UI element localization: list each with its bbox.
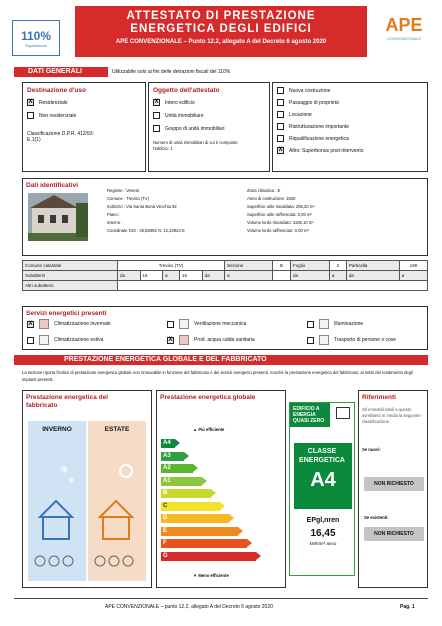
a-label: a — [225, 271, 273, 281]
indice-block — [290, 517, 356, 546]
option-label: Altro: Superbonus post-intervento — [289, 147, 364, 154]
checkbox[interactable] — [277, 111, 284, 118]
riferimenti-title: Riferimenti — [362, 394, 396, 401]
option-label: Riqualificazione energetica — [289, 135, 349, 142]
zona-climatica: Zona climatica : E — [247, 188, 281, 193]
checkbox[interactable] — [277, 135, 284, 142]
checkbox[interactable] — [153, 125, 160, 132]
volume-riscaldato: Volume lordo riscaldato: 1155,10 m³ — [247, 220, 314, 225]
nzeb-checkbox[interactable] — [336, 407, 350, 419]
estate-house-icon — [88, 433, 146, 573]
servizio-item[interactable] — [167, 319, 307, 329]
altri-subalterni-label: Altri subalterni — [23, 281, 118, 291]
svg-text:❄: ❄ — [60, 465, 69, 476]
checkbox[interactable]: X — [168, 336, 173, 343]
destinazione-title: Destinazione d'uso — [27, 87, 86, 94]
prestazione-heading: PRESTAZIONE ENERGETICA GLOBALE E DEL FABBRICATO — [14, 355, 428, 365]
energy-class-b: B — [161, 489, 211, 498]
dati-generali-note: Utilizzabile solo ai fini delle detrazioni fiscali del 110% — [112, 69, 231, 75]
motivazione-option[interactable] — [277, 99, 423, 106]
energy-class-scale — [161, 439, 281, 569]
elevator-icon — [319, 335, 329, 345]
foglio-label: Foglio — [291, 261, 330, 271]
globale-title: Prestazione energetica globale — [160, 394, 256, 401]
prestazione-intro: La sezione riporta l'indice di prestazione energetica globale non rinnovabile in funzione del fabbricato e dei servizi energetici presenti, nonché la prestazione energetica del fabbricato, al netto del rendimento degli impianti presenti. — [22, 370, 413, 382]
checkbox[interactable]: X — [154, 99, 159, 105]
checkbox[interactable] — [307, 321, 314, 328]
globale-box — [156, 390, 286, 588]
estate-panel — [88, 421, 146, 581]
altri-subalterni-value — [118, 281, 428, 291]
logo-left-caption: Superbonus — [25, 43, 47, 48]
da-label: da — [291, 271, 330, 281]
checkbox[interactable]: X — [278, 147, 283, 153]
destinazione-option[interactable] — [27, 99, 141, 106]
servizio-label: Climatizzazione invernale — [54, 321, 111, 327]
comune-catastale-label: Comune catastale — [23, 261, 118, 271]
regione: Regione : Veneto — [107, 188, 140, 193]
checkbox[interactable]: X — [28, 320, 33, 327]
energy-class-e: E — [161, 527, 238, 536]
ape-logo — [380, 15, 428, 55]
se-esistenti-value: NON RICHIESTO — [364, 527, 424, 541]
option-label: Gruppo di unità immobiliari — [165, 125, 225, 132]
classificazione-label: Classificazione D.P.R. 412/93: — [27, 131, 94, 137]
title-line-2: ENERGETICA DEGLI EDIFICI — [130, 23, 312, 35]
checkbox[interactable]: X — [28, 99, 33, 105]
energy-class-c: C — [161, 502, 220, 511]
energy-class-a4: A4 — [161, 439, 175, 448]
checkbox[interactable] — [277, 123, 284, 130]
option-label: Residenziale — [39, 99, 68, 106]
energy-class-a3: A3 — [161, 452, 184, 461]
oggetto-box — [148, 82, 270, 172]
document-title-bar — [75, 6, 367, 57]
a-label: a — [163, 271, 180, 281]
lighting-icon — [319, 319, 329, 329]
servizio-item[interactable] — [167, 335, 307, 345]
volume-raffrescato: Volume lordo raffrescato: 0,00 m³ — [247, 228, 309, 233]
cooling-icon — [39, 335, 49, 345]
estate-label: ESTATE — [104, 426, 130, 433]
option-label: Intero edificio — [165, 99, 195, 106]
servizi-box — [22, 306, 428, 350]
riferimenti-box — [358, 390, 428, 588]
oggetto-option[interactable] — [153, 112, 265, 119]
foglio-value: 2 — [329, 261, 346, 271]
inverno-label: INVERNO — [42, 426, 72, 433]
destinazione-box — [22, 82, 146, 172]
motivazione-option[interactable] — [277, 135, 423, 142]
a-label: a — [399, 271, 427, 281]
sub-from: 16 — [140, 271, 163, 281]
heating-icon — [39, 319, 49, 329]
indice-value: 16,45 — [310, 528, 336, 539]
indice-label: EPgl,nren — [306, 517, 340, 524]
classe-value: A4 — [310, 469, 336, 491]
fabbricato-box — [22, 390, 152, 588]
classe-label: CLASSE ENERGETICA — [299, 448, 345, 464]
logo-right-caption: CONVENZIONALE — [386, 36, 422, 41]
svg-text:❄: ❄ — [68, 476, 75, 485]
energy-class-d: D — [161, 514, 229, 523]
energy-class-a2: A2 — [161, 464, 193, 473]
servizio-label: Climatizzazione estiva — [54, 337, 104, 343]
servizio-label: Prod. acqua calda sanitaria — [194, 337, 255, 343]
hot-water-icon — [179, 335, 189, 345]
identificativi-box — [22, 178, 428, 256]
meno-efficiente-text: Meno efficiente — [198, 573, 229, 578]
se-esistenti-label: Se esistenti: — [364, 515, 389, 520]
servizio-item[interactable] — [27, 319, 167, 329]
servizi-title: Servizi energetici presenti — [26, 310, 107, 317]
servizio-item[interactable] — [27, 335, 167, 345]
catasto-table — [22, 260, 428, 291]
classe-box — [289, 402, 355, 576]
checkbox[interactable] — [27, 112, 34, 119]
piano: Piano : — [107, 212, 121, 217]
motivazione-option[interactable] — [277, 111, 423, 118]
ventilation-icon — [179, 319, 189, 329]
piu-efficiente-text: Più efficiente — [198, 427, 225, 432]
da-label: da — [202, 271, 225, 281]
motivazione-option[interactable] — [277, 87, 423, 94]
checkbox[interactable] — [27, 337, 34, 344]
page-number: Pag. 1 — [400, 604, 415, 610]
option-label: Locazione — [289, 111, 312, 118]
inverno-house-icon — [28, 433, 86, 573]
subalterni-label: Subalterni — [23, 271, 118, 281]
oggetto-option[interactable] — [153, 125, 265, 132]
option-label: Nuova costruzione — [289, 87, 331, 94]
piu-efficiente-label: ▲ Più efficiente — [193, 427, 225, 432]
identificativi-right — [247, 187, 315, 235]
indice-unit: kWh/m² anno — [309, 541, 337, 546]
energy-class-f: F — [161, 539, 247, 548]
checkbox[interactable] — [153, 112, 160, 119]
servizio-label: Trasporto di persone o cose — [334, 337, 397, 343]
building-photo — [28, 193, 88, 241]
motivazione-option[interactable] — [277, 123, 423, 130]
se-nuovi-label: Se nuovi: — [362, 447, 381, 452]
inverno-panel — [28, 421, 86, 581]
meno-efficiente-label: ▼ Meno efficiente — [193, 573, 229, 578]
nzeb-label: EDIFICIO A ENERGIA QUASI ZERO — [290, 403, 330, 427]
numero-unita-label: Numero di unità immobiliari di cui è composto l'edificio: 1 — [153, 140, 238, 151]
checkbox[interactable] — [277, 87, 284, 94]
option-label: Non residenziale — [39, 112, 77, 119]
comune: Comune : Treviso (TV) — [107, 196, 150, 201]
servizio-label: Illuminazione — [334, 321, 364, 327]
da-label: da — [346, 271, 399, 281]
logo-left-value: 110% — [20, 29, 52, 43]
motivazione-option[interactable] — [277, 147, 423, 154]
comune-catastale-value: Treviso (TV) — [118, 261, 225, 271]
sub-to: 16 — [180, 271, 203, 281]
superficie-raffrescata: Superficie utile raffrescata: 0,00 m² — [247, 212, 312, 217]
classificazione-value: E.1(1) — [27, 137, 41, 143]
superficie-riscaldata: Superficie utile riscaldata: 256,20 m² — [247, 204, 315, 209]
sezione-value: B — [272, 261, 290, 271]
logo-right-text: APE — [385, 15, 423, 35]
servizio-item[interactable] — [307, 319, 427, 329]
option-label: Ristrutturazione importante — [289, 123, 350, 130]
document-subtitle: APE CONVENZIONALE – Punto 12.2, allegato A del Decreto 6 agosto 2020 — [115, 39, 327, 45]
servizi-grid — [27, 319, 427, 345]
servizio-label: Ventilazione meccanica — [194, 321, 247, 327]
particella-value: 198 — [399, 261, 427, 271]
identificativi-title: Dati identificativi — [26, 182, 79, 189]
coordinate-gis: Coordinate GIS : 45,68392 N, 12,22924 E — [107, 228, 185, 233]
fabbricato-title: Prestazione energetica del fabbricato — [26, 394, 109, 409]
option-label: Passaggio di proprietà — [289, 99, 339, 106]
checkbox[interactable] — [277, 99, 284, 106]
identificativi-left — [107, 187, 185, 235]
option-label: Unità immobiliare — [165, 112, 204, 119]
checkbox[interactable] — [307, 337, 314, 344]
riferimenti-text: Gli immobili simili a questo avrebbero in media la seguente classificazione: — [362, 407, 421, 424]
se-nuovi-value: NON RICHIESTO — [364, 477, 424, 491]
particella-label: Particella — [346, 261, 399, 271]
a-label: a — [329, 271, 346, 281]
motivazione-box — [272, 82, 428, 172]
dati-generali-heading: DATI GENERALI — [14, 67, 108, 77]
interno: Interno : — [107, 220, 123, 225]
servizio-item[interactable] — [307, 335, 427, 345]
footer-text: APE CONVENZIONALE – punto 12.2, allegato A del Decreto 6 agosto 2020 — [105, 604, 273, 610]
energy-class-a1: A1 — [161, 477, 202, 486]
classe-badge — [294, 443, 352, 509]
title-line-1: ATTESTATO DI PRESTAZIONE — [126, 10, 316, 22]
footer-rule — [14, 598, 428, 599]
anno-costruzione: Anno di costruzione: 1930 — [247, 196, 296, 201]
oggetto-option[interactable] — [153, 99, 265, 106]
destinazione-option[interactable] — [27, 112, 141, 119]
superbonus-logo — [12, 20, 60, 56]
oggetto-title: Oggetto dell'attestato — [153, 87, 220, 94]
sezione-label: Sezione — [225, 261, 273, 271]
indirizzo: Indirizzo : Via Santa Bona Vecchia 92 — [107, 204, 177, 209]
empty-cell — [272, 271, 290, 281]
energy-class-g: G — [161, 552, 256, 561]
da-label: da — [118, 271, 141, 281]
checkbox[interactable] — [167, 321, 174, 328]
